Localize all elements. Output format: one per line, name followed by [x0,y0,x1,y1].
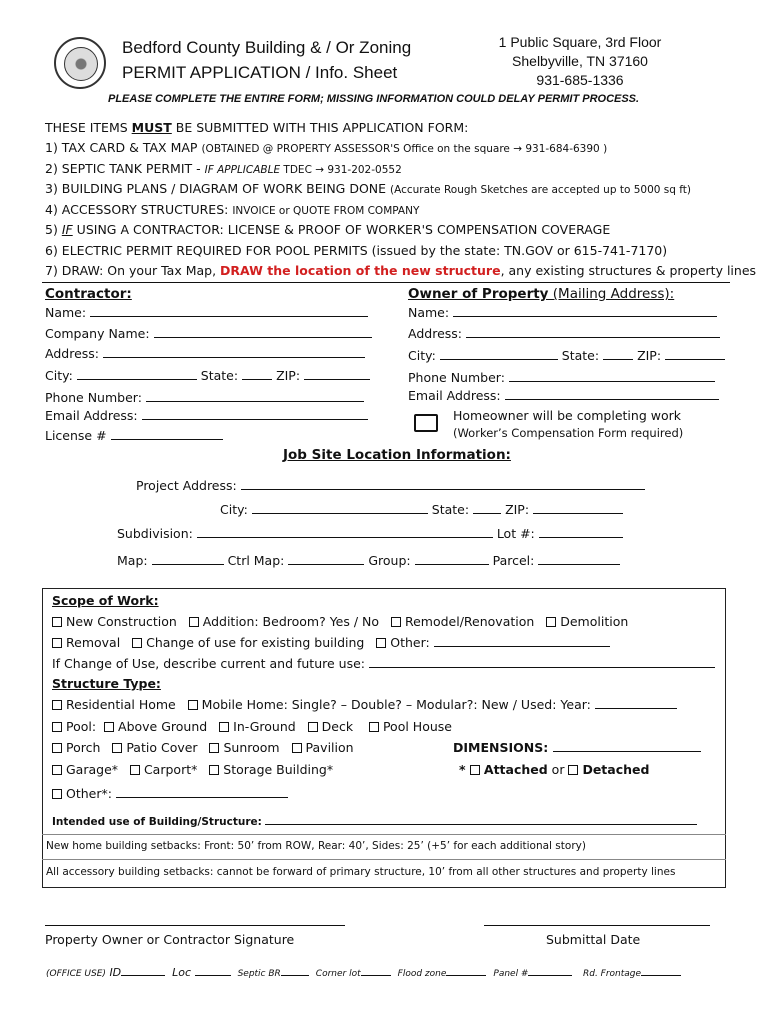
other-input[interactable] [434,635,610,647]
form-title-line2: PERMIT APPLICATION / Info. Sheet [122,63,398,82]
porch-checkbox[interactable] [52,743,62,753]
contractor-license-field[interactable]: License # [45,428,223,443]
deck-checkbox[interactable] [308,722,318,732]
map-parcel-fields[interactable]: Map: Ctrl Map: Group: Parcel: [117,553,620,568]
signature-label: Property Owner or Contractor Signature [45,932,295,947]
county-seal-logo [54,37,106,89]
homeowner-note: (Worker’s Compensation Form required) [453,426,684,440]
notice-text: PLEASE COMPLETE THE ENTIRE FORM; MISSING INFORMATION COULD DELAY PERMIT PROCESS. [108,93,640,105]
demolition-checkbox[interactable] [546,617,556,627]
other-structure-checkbox[interactable] [52,789,62,799]
remodel-checkbox[interactable] [391,617,401,627]
item-2: 2) SEPTIC TANK PERMIT - IF APPLICABLE TDEC → 931-202-0552 [45,161,402,176]
owner-email-field[interactable]: Email Address: [408,388,719,403]
above-ground-checkbox[interactable] [104,722,114,732]
item-5: 5) IF USING A CONTRACTOR: LICENSE & PROOF OF WORKER'S COMPENSATION COVERAGE [45,222,611,237]
structure-type-heading: Structure Type: [52,676,161,691]
divider [42,859,726,860]
sunroom-checkbox[interactable] [209,743,219,753]
homeowner-label: Homeowner will be completing work [453,408,681,423]
in-ground-checkbox[interactable] [219,722,229,732]
subdivision-lot-field[interactable]: Subdivision: Lot #: [117,526,623,541]
mobile-home-checkbox[interactable] [188,700,198,710]
intended-use-field[interactable]: Intended use of Building/Structure: [52,815,697,828]
items-intro: THESE ITEMS MUST BE SUBMITTED WITH THIS APPLICATION FORM: [45,120,469,135]
setback-accessory: All accessory building setbacks: cannot be forward of primary structure, 10’ from all other structures and property lines [46,866,676,878]
signature-line[interactable] [45,925,345,926]
contractor-heading: Contractor: [45,286,132,302]
attached-checkbox[interactable] [470,765,480,775]
other-checkbox[interactable] [376,638,386,648]
project-address-field[interactable]: Project Address: [136,478,645,493]
owner-city-state-zip[interactable]: City: State: ZIP: [408,348,725,363]
scope-row-2: Removal Change of use for existing building Other: [52,635,610,650]
form-title-line1: Bedford County Building & / Or Zoning [122,38,412,57]
scope-heading: Scope of Work: [52,593,159,608]
office-address-line2: Shelbyville, TN 37160 [512,53,648,69]
attached-detached: * Attached or Detached [459,762,650,777]
garage-checkbox[interactable] [52,765,62,775]
office-use-row: (OFFICE USE) ID Loc Septic BR Corner lot Flood zone Panel # Rd. Frontage [46,966,681,979]
item-6: 6) ELECTRIC PERMIT REQUIRED FOR POOL PERMITS (issued by the state: TN.GOV or 615-741-7170) [45,243,668,258]
item-1: 1) TAX CARD & TAX MAP (OBTAINED @ PROPERTY ASSESSOR'S Office on the square → 931-684-6390 ) [45,140,608,155]
structure-row-porch: Porch Patio Cover Sunroom Pavilion [52,740,354,755]
patio-cover-checkbox[interactable] [112,743,122,753]
other-structure-field: Other*: [52,786,288,801]
office-phone: 931-685-1336 [536,72,624,88]
contractor-phone-field[interactable]: Phone Number: [45,390,364,405]
contractor-company-field[interactable]: Company Name: [45,326,372,341]
change-of-use-checkbox[interactable] [132,638,142,648]
contractor-email-field[interactable]: Email Address: [45,408,368,423]
scope-row-1: New Construction Addition: Bedroom? Yes / No Remodel/Renovation Demolition [52,614,628,629]
owner-phone-field[interactable]: Phone Number: [408,370,715,385]
office-address-line1: 1 Public Square, 3rd Floor [498,34,662,50]
jobsite-heading: Job Site Location Information: [283,447,511,463]
removal-checkbox[interactable] [52,638,62,648]
contractor-address-field[interactable]: Address: [45,346,365,361]
item-4: 4) ACCESSORY STRUCTURES: INVOICE or QUOTE FROM COMPANY [45,202,420,217]
structure-row-pool: Pool: Above Ground In-Ground Deck Pool House [52,719,452,734]
owner-address-field[interactable]: Address: [408,326,720,341]
dimensions-field[interactable]: DIMENSIONS: [453,740,701,755]
divider [42,834,726,835]
contractor-name-field[interactable]: Name: [45,305,368,320]
date-line[interactable] [484,925,710,926]
structure-row-1: Residential Home Mobile Home: Single? – Double? – Modular?: New / Used: Year: [52,697,677,712]
pool-house-checkbox[interactable] [369,722,379,732]
pool-checkbox[interactable] [52,722,62,732]
owner-heading: Owner of Property (Mailing Address): [408,286,675,302]
addition-checkbox[interactable] [189,617,199,627]
date-label: Submittal Date [546,932,641,947]
change-describe-field[interactable]: If Change of Use, describe current and future use: [52,656,715,671]
residential-home-checkbox[interactable] [52,700,62,710]
other-structure-input[interactable] [116,786,288,798]
year-input[interactable] [595,697,677,709]
setback-new-home: New home building setbacks: Front: 50’ from ROW, Rear: 40’, Sides: 25’ (+5’ for each additional story) [46,840,586,852]
pavilion-checkbox[interactable] [292,743,302,753]
divider [42,282,730,283]
contractor-city-state-zip[interactable]: City: State: ZIP: [45,368,370,383]
new-construction-checkbox[interactable] [52,617,62,627]
homeowner-checkbox[interactable] [414,414,438,432]
carport-checkbox[interactable] [130,765,140,775]
item-3: 3) BUILDING PLANS / DIAGRAM OF WORK BEING DONE (Accurate Rough Sketches are accepted up to 5000 sq ft) [45,181,691,196]
storage-building-checkbox[interactable] [209,765,219,775]
item-7: 7) DRAW: On your Tax Map, DRAW the location of the new structure, any existing structures & property lines [45,263,757,278]
structure-row-garage: Garage* Carport* Storage Building* [52,762,333,777]
owner-name-field[interactable]: Name: [408,305,717,320]
detached-checkbox[interactable] [568,765,578,775]
jobsite-city-state-zip[interactable]: City: State: ZIP: [220,502,623,517]
